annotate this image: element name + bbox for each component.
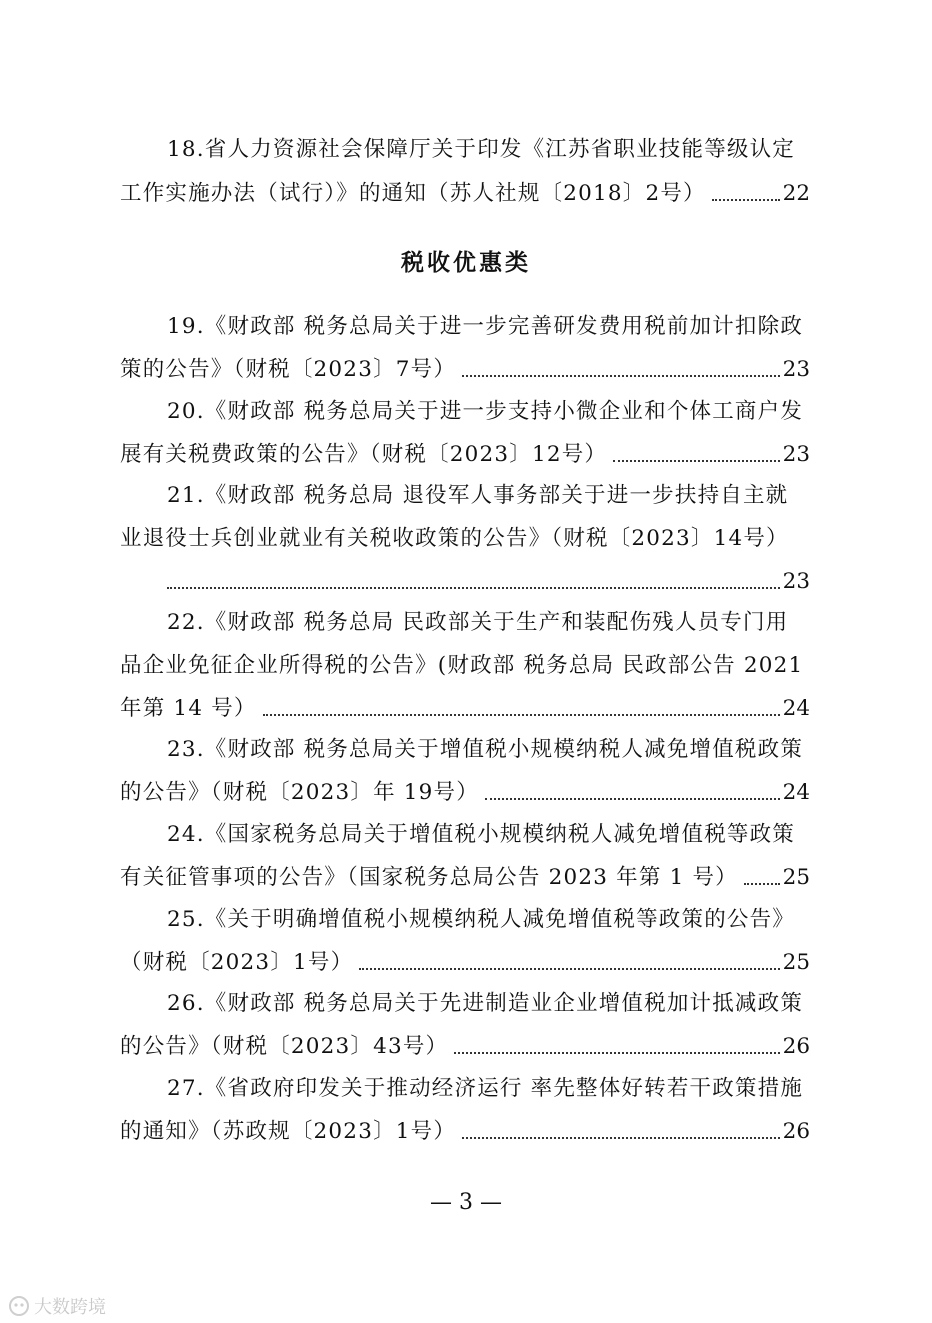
toc-page-number: 23 [782,442,810,467]
toc-entry-text: 的公告》（财税〔2023〕年 19号） [120,780,479,805]
dot-leader [167,587,780,589]
toc-entry-text: 的公告》（财税〔2023〕43号） [120,1034,449,1059]
toc-entry-line-1: 26.《财政部 税务总局关于先进制造业企业增值税加计抵减政策 [167,991,804,1016]
watermark-logo-icon [8,1295,30,1317]
toc-page-number: 23 [782,357,810,382]
toc-entry-text: 策的公告》（财税〔2023〕7号） [120,357,457,382]
dot-leader [462,375,780,377]
toc-entry-line-2 [120,948,810,978]
toc-entry-line-2 [120,1032,810,1062]
toc-entry-line-2 [120,355,810,385]
dot-leader [462,1137,780,1139]
page-number: — 3 — [430,1190,502,1215]
toc-page-number: 25 [782,865,810,890]
toc-entry-text: 年第 14 号） [120,696,257,721]
toc-entry-line-1: 27.《省政府印发关于推动经济运行 率先整体好转若干政策措施 [167,1076,804,1101]
toc-entry-text: 展有关税费政策的公告》（财税〔2023〕12号） [120,442,608,467]
toc-entry-text: （财税〔2023〕1号） [120,950,354,975]
dot-leader [454,1052,779,1054]
section-heading: 税收优惠类 [401,249,531,276]
toc-page-number: 26 [782,1034,810,1059]
toc-entry-text: 有关征管事项的公告》（国家税务总局公告 2023 年第 1 号） [120,865,738,890]
toc-entry-line-1: 24.《国家税务总局关于增值税小规模纳税人减免增值税等政策 [167,822,795,847]
toc-entry-line-2 [120,440,810,470]
dot-leader [712,199,780,201]
toc-entry-line-2 [120,863,810,893]
dot-leader [359,968,779,970]
toc-entry-line-1: 25.《关于明确增值税小规模纳税人减免增值税等政策的公告》 [167,907,795,932]
toc-entry-line-2: 品企业免征企业所得税的公告》(财政部 税务总局 民政部公告 2021 [120,653,804,678]
toc-page-number: 25 [782,950,810,975]
toc-page-number: 26 [782,1119,810,1144]
toc-entry-text: 的通知》（苏政规〔2023〕1号） [120,1119,457,1144]
dot-leader [613,460,780,462]
toc-entry-line-1: 18.省人力资源社会保障厅关于印发《江苏省职业技能等级认定 [167,137,795,162]
toc-entry-line-3 [120,694,810,724]
toc-entry-line-1: 22.《财政部 税务总局 民政部关于生产和装配伤残人员专门用 [167,610,789,635]
toc-entry-line-1: 21.《财政部 税务总局 退役军人事务部关于进一步扶持自主就 [167,483,789,508]
toc-entry-line-2 [120,179,810,209]
dot-leader [744,883,780,885]
dot-leader [263,714,780,716]
toc-entry-line-2 [120,1117,810,1147]
toc-entry-line-1: 23.《财政部 税务总局关于增值税小规模纳税人减免增值税政策 [167,737,804,762]
toc-entry-line-2 [120,778,810,808]
toc-entry-line-3 [167,567,810,597]
toc-entry-text: 工作实施办法（试行）》的通知（苏人社规〔2018〕2号） [120,181,706,206]
toc-page-number: 22 [782,181,810,206]
toc-entry-line-1: 19.《财政部 税务总局关于进一步完善研发费用税前加计扣除政 [167,314,804,339]
watermark-text: 大数跨境 [34,1297,106,1318]
dot-leader [485,798,780,800]
toc-page-number: 24 [782,696,810,721]
toc-page-number: 23 [782,569,810,594]
toc-page-number: 24 [782,780,810,805]
watermark [8,1293,106,1319]
toc-entry-line-2: 业退役士兵创业就业有关税收政策的公告》（财税〔2023〕14号） [120,526,789,551]
toc-entry-line-1: 20.《财政部 税务总局关于进一步支持小微企业和个体工商户发 [167,399,804,424]
